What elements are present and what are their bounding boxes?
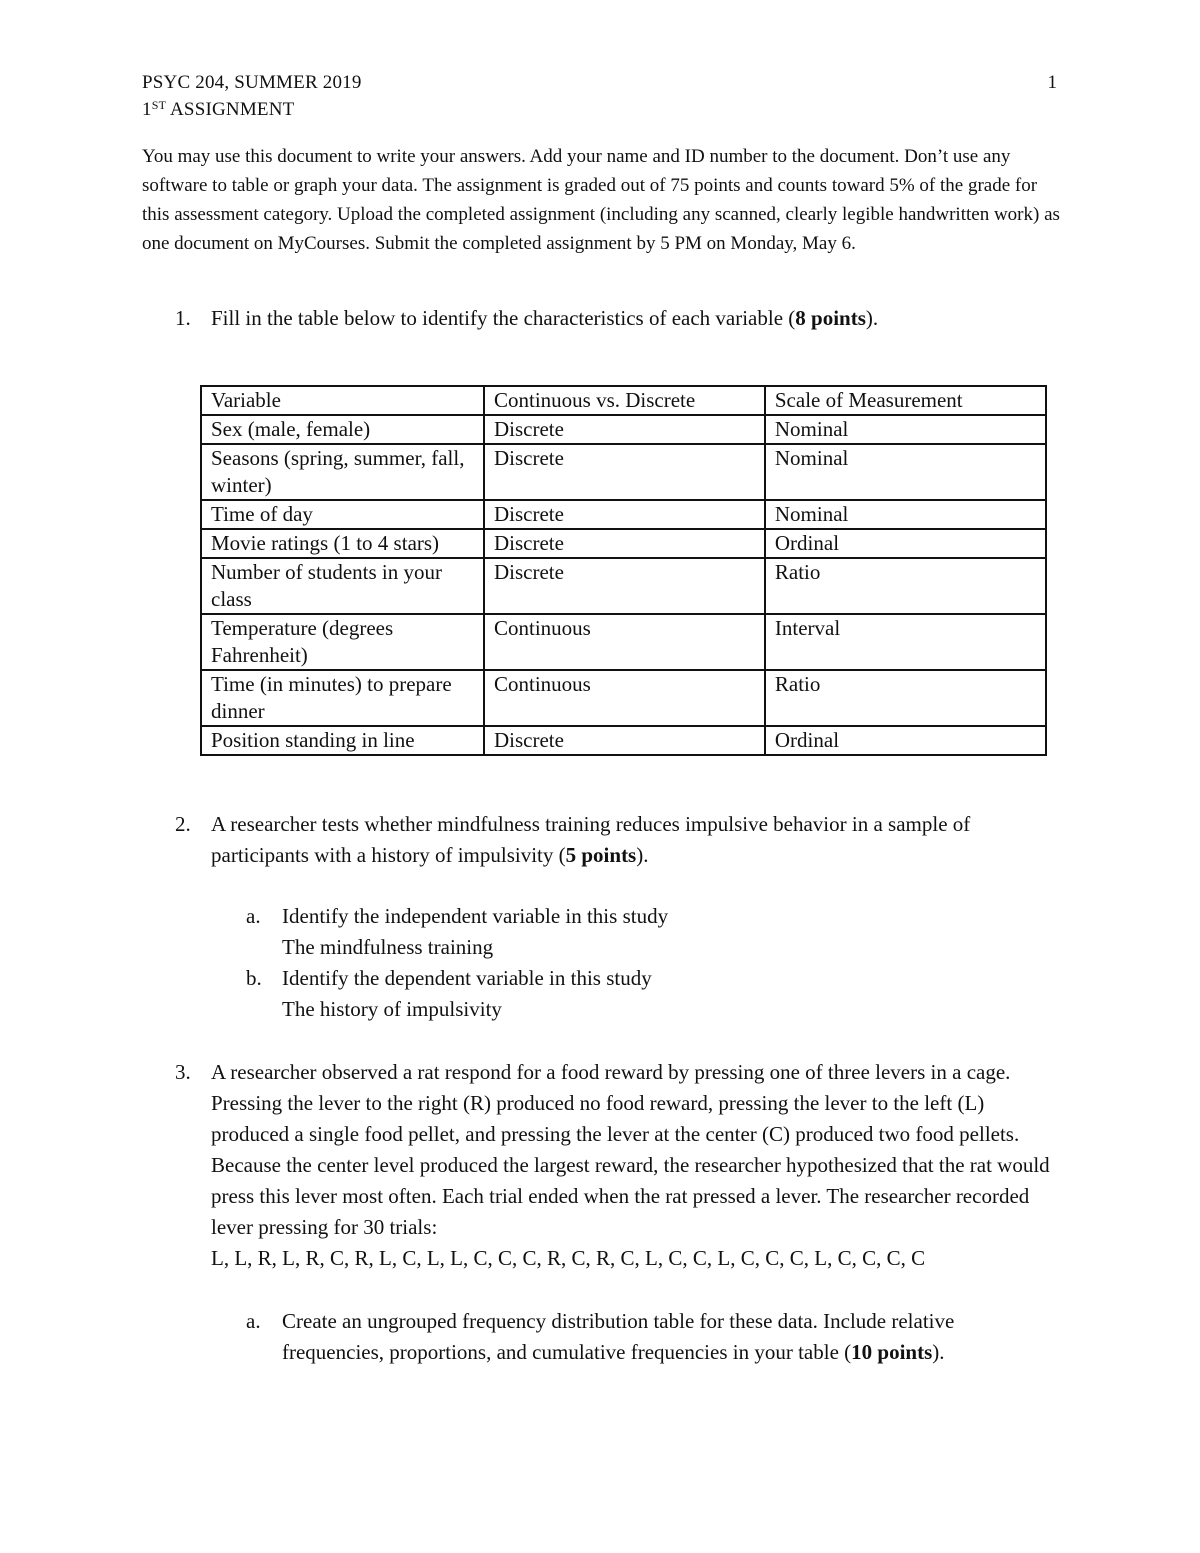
question-2b-answer: The history of impulsivity: [282, 997, 502, 1021]
cell-variable: Position standing in line: [201, 726, 484, 755]
question-3a-end: ).: [932, 1340, 945, 1364]
cell-continuity: Continuous: [484, 614, 765, 670]
cell-continuity: Discrete: [484, 529, 765, 558]
question-3-text: [211, 1057, 1056, 1274]
table-row: [201, 500, 1046, 529]
table-row: [201, 444, 1046, 500]
question-2a-prompt: Identify the independent variable in this study: [282, 904, 669, 928]
cell-scale: Ratio: [765, 558, 1046, 614]
table-row: [201, 614, 1046, 670]
cell-continuity: Discrete: [484, 726, 765, 755]
cell-continuity: Discrete: [484, 415, 765, 444]
question-2b-prompt: Identify the dependent variable in this study: [282, 966, 652, 990]
cell-scale: Nominal: [765, 444, 1046, 500]
table-row: [201, 529, 1046, 558]
question-3a-points: 10 points: [851, 1340, 933, 1364]
cell-variable: Number of students in your class: [201, 558, 484, 614]
cell-continuity: Discrete: [484, 500, 765, 529]
page-number: 1: [1047, 72, 1057, 93]
assignment-label: ASSIGNMENT: [166, 99, 295, 120]
cell-scale: Nominal: [765, 415, 1046, 444]
cell-variable: Time (in minutes) to prepare dinner: [201, 670, 484, 726]
table-row: [201, 415, 1046, 444]
question-3a-label: a.: [246, 1309, 261, 1333]
assignment-superscript: ST: [151, 98, 167, 112]
cell-continuity: Continuous: [484, 670, 765, 726]
question-1-end: ).: [865, 306, 879, 330]
cell-variable: Seasons (spring, summer, fall, winter): [201, 444, 484, 500]
question-2-prompt: A researcher tests whether mindfulness training reduces impulsive behavior in a sample of participants with a history of impulsivity (: [211, 812, 971, 867]
question-2a: [282, 901, 1062, 963]
question-3a-text: [282, 1306, 1052, 1368]
question-2-number: 2.: [175, 812, 191, 836]
question-2a-answer: The mindfulness training: [282, 935, 494, 959]
question-2a-label: a.: [246, 904, 261, 928]
question-2b: [282, 963, 1062, 1025]
question-3-data: L, L, R, L, R, C, R, L, C, L, L, C, C, C, R, C, R, C, L, C, C, L, C, C, C, L, C, C, C, C: [211, 1246, 926, 1270]
table-row: [201, 726, 1046, 755]
cell-variable: Movie ratings (1 to 4 stars): [201, 529, 484, 558]
question-1-prompt: Fill in the table below to identify the characteristics of each variable (: [211, 306, 796, 330]
instructions-paragraph: You may use this document to write your answers. Add your name and ID number to the document. Don’t use any software to table or graph your data. The assignment is graded out of 75 points and counts toward 5% of the grade for this assessment category. Upload the completed assignment (including any scanned, clearly legible handwritten work) as one document on MyCourses. Submit the completed assignment by 5 PM on Monday, May 6.: [142, 146, 1060, 254]
cell-scale: Ordinal: [765, 726, 1046, 755]
question-1-text: [211, 303, 1061, 334]
question-1-number: 1.: [175, 306, 191, 330]
cell-continuity: Discrete: [484, 444, 765, 500]
table-row: [201, 670, 1046, 726]
table-row: [201, 558, 1046, 614]
column-header-variable: Variable: [201, 386, 484, 415]
cell-variable: Sex (male, female): [201, 415, 484, 444]
question-2-end: ).: [636, 843, 649, 867]
cell-scale: Ordinal: [765, 529, 1046, 558]
assignment-number: 1: [142, 99, 152, 120]
question-2-text: [211, 809, 1061, 871]
table-header-row: [201, 386, 1046, 415]
variables-table: [200, 385, 1047, 756]
column-header-scale: Scale of Measurement: [765, 386, 1046, 415]
cell-variable: Time of day: [201, 500, 484, 529]
course-header: PSYC 204, SUMMER 2019: [142, 72, 362, 93]
cell-scale: Ratio: [765, 670, 1046, 726]
assignment-header: [142, 98, 294, 121]
cell-scale: Interval: [765, 614, 1046, 670]
column-header-continuity: Continuous vs. Discrete: [484, 386, 765, 415]
question-3-prompt: A researcher observed a rat respond for a food reward by pressing one of three levers in a cage. Pressing the lever to the right (R) produced no food reward, pressing the lever to the left (L) produced a single food pellet, and pressing the lever at the center (C) produced two food pellets. Because the center level produced the largest reward, the researcher hypothesized that the rat would press this lever most often. Each trial ended when the rat pressed a lever. The researcher recorded lever pressing for 30 trials:: [211, 1060, 1050, 1239]
cell-continuity: Discrete: [484, 558, 765, 614]
question-1-points: 8 points: [795, 306, 866, 330]
question-3-number: 3.: [175, 1060, 191, 1084]
cell-variable: Temperature (degrees Fahrenheit): [201, 614, 484, 670]
question-2-points: 5 points: [565, 843, 637, 867]
question-2b-label: b.: [246, 966, 262, 990]
cell-scale: Nominal: [765, 500, 1046, 529]
question-3a-prompt: Create an ungrouped frequency distribution table for these data. Include relative frequencies, proportions, and cumulative frequencies in your table (: [282, 1309, 955, 1364]
